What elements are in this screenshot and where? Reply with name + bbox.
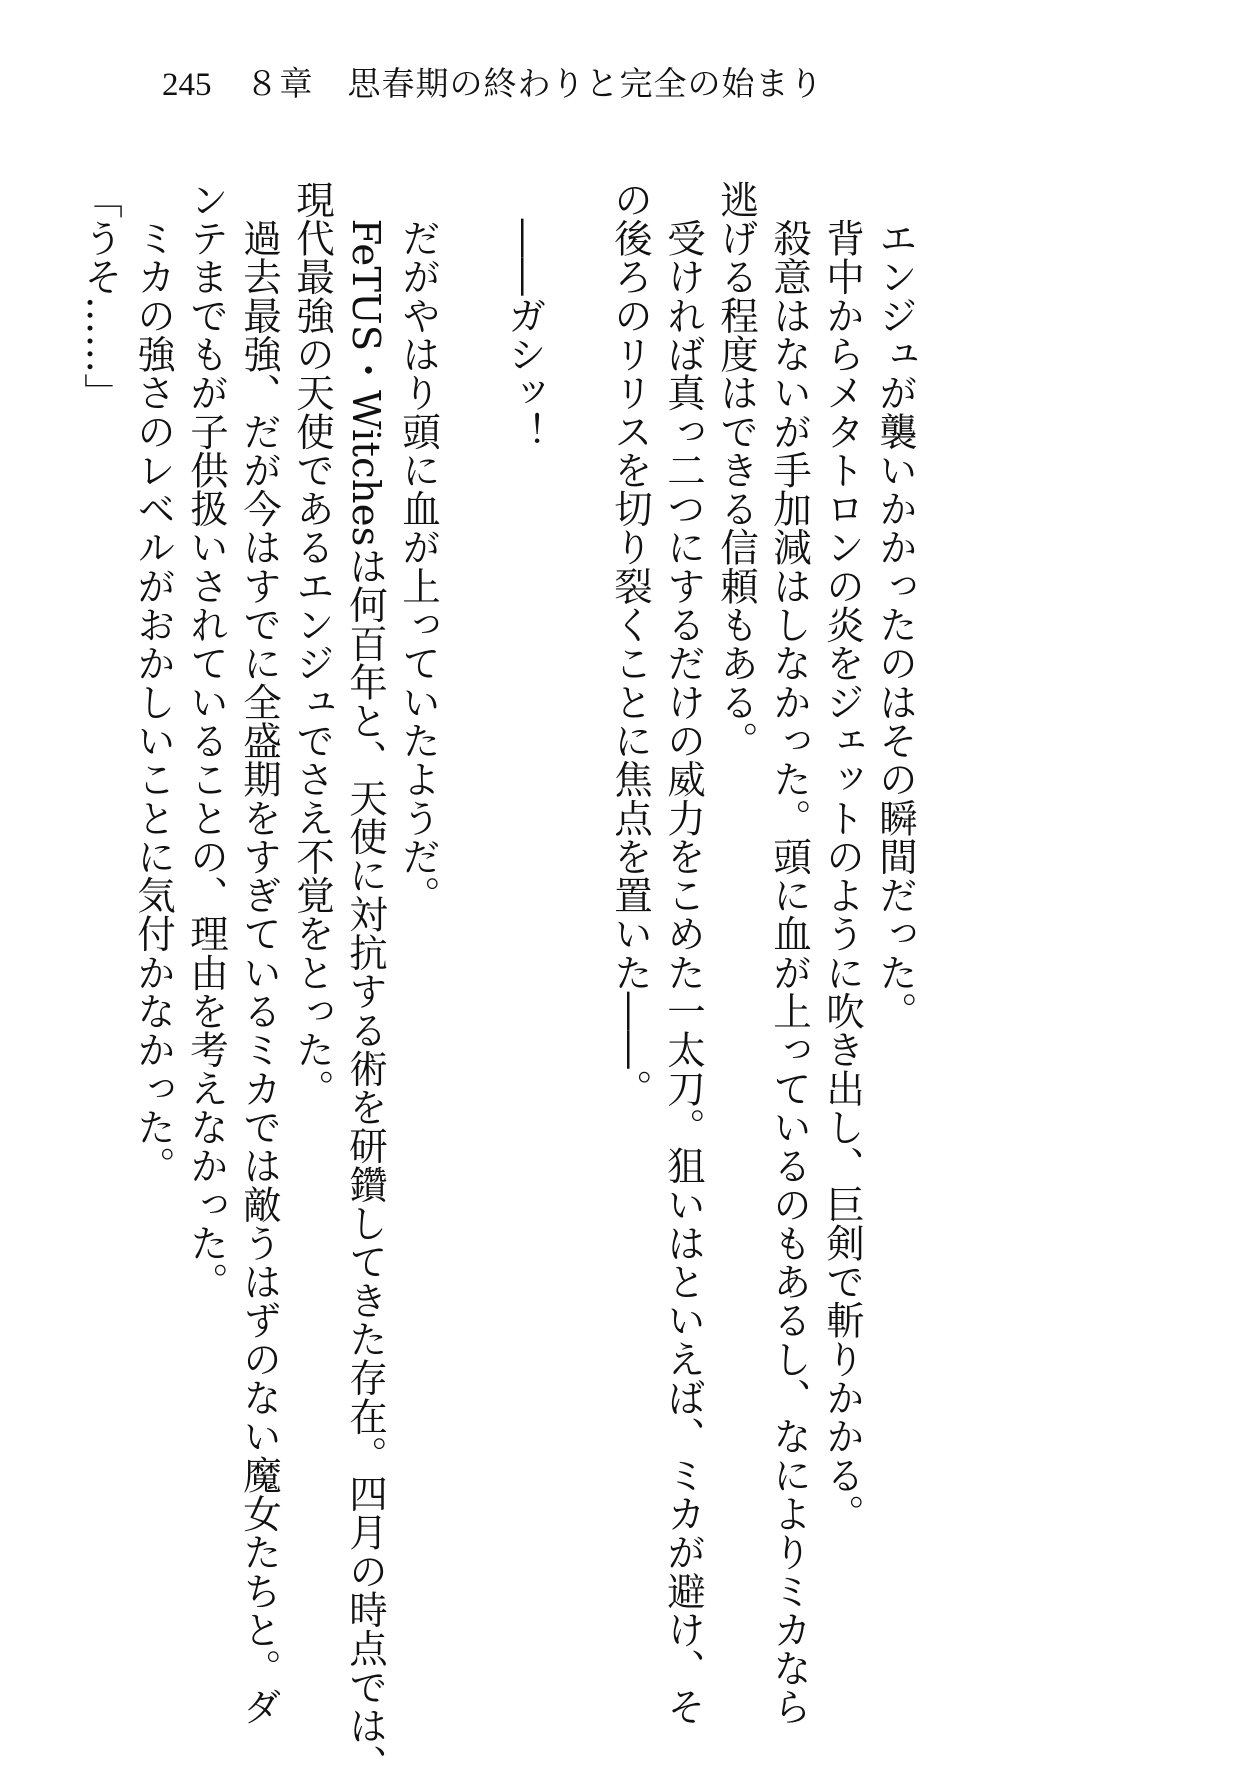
running-header — [162, 62, 824, 106]
text-line: 逃げる程度はできる信頼もある。 — [714, 180, 759, 760]
text-line: 受ければ真っ二つにするだけの威力をこめた一太刀。狙いはといえば、ミカが避け、そ — [661, 180, 706, 1726]
text-line: 過去最強、だが今はすでに全盛期をすぎているミカでは敵うはずのない魔女たちと。ダ — [237, 180, 282, 1726]
text-line: 「うそ……」 — [78, 180, 123, 412]
text-line: ミカの強さのレベルがおかしいことに気付かなかった。 — [131, 180, 176, 1185]
text-line: ――ガシッ！ — [502, 180, 547, 451]
text-line: の後ろのリリスを切り裂くことに焦点を置いた――。 — [608, 180, 653, 1108]
text-line: 現代最強の天使であるエンジュでさえ不覚をとった。 — [290, 180, 335, 1108]
blank-line — [551, 180, 604, 1580]
text-line: だがやはり頭に血が上っていたようだ。 — [396, 180, 441, 915]
page-number: 245 — [162, 67, 212, 103]
text-line: 背中からメタトロンの炎をジェットのように吹き出し、巨剣で斬りかかる。 — [820, 180, 865, 1533]
blank-line — [445, 180, 498, 1580]
text-line: 殺意はないが手加減はしなかった。頭に血が上っているのもあるし、なによりミカなら — [767, 180, 812, 1726]
text-line: FeTUS・Witchesは何百年と、天使に対抗する術を研鑽してきた存在。四月の時点では、 — [343, 180, 388, 1783]
text-line: ンテまでもが子供扱いされていることの、理由を考えなかった。 — [184, 180, 229, 1301]
chapter-title: ８章 思春期の終わりと完全の始まり — [245, 64, 824, 103]
body-text — [42, 180, 922, 1783]
text-line: エンジュが襲いかかったのはその瞬間だった。 — [873, 180, 918, 1031]
